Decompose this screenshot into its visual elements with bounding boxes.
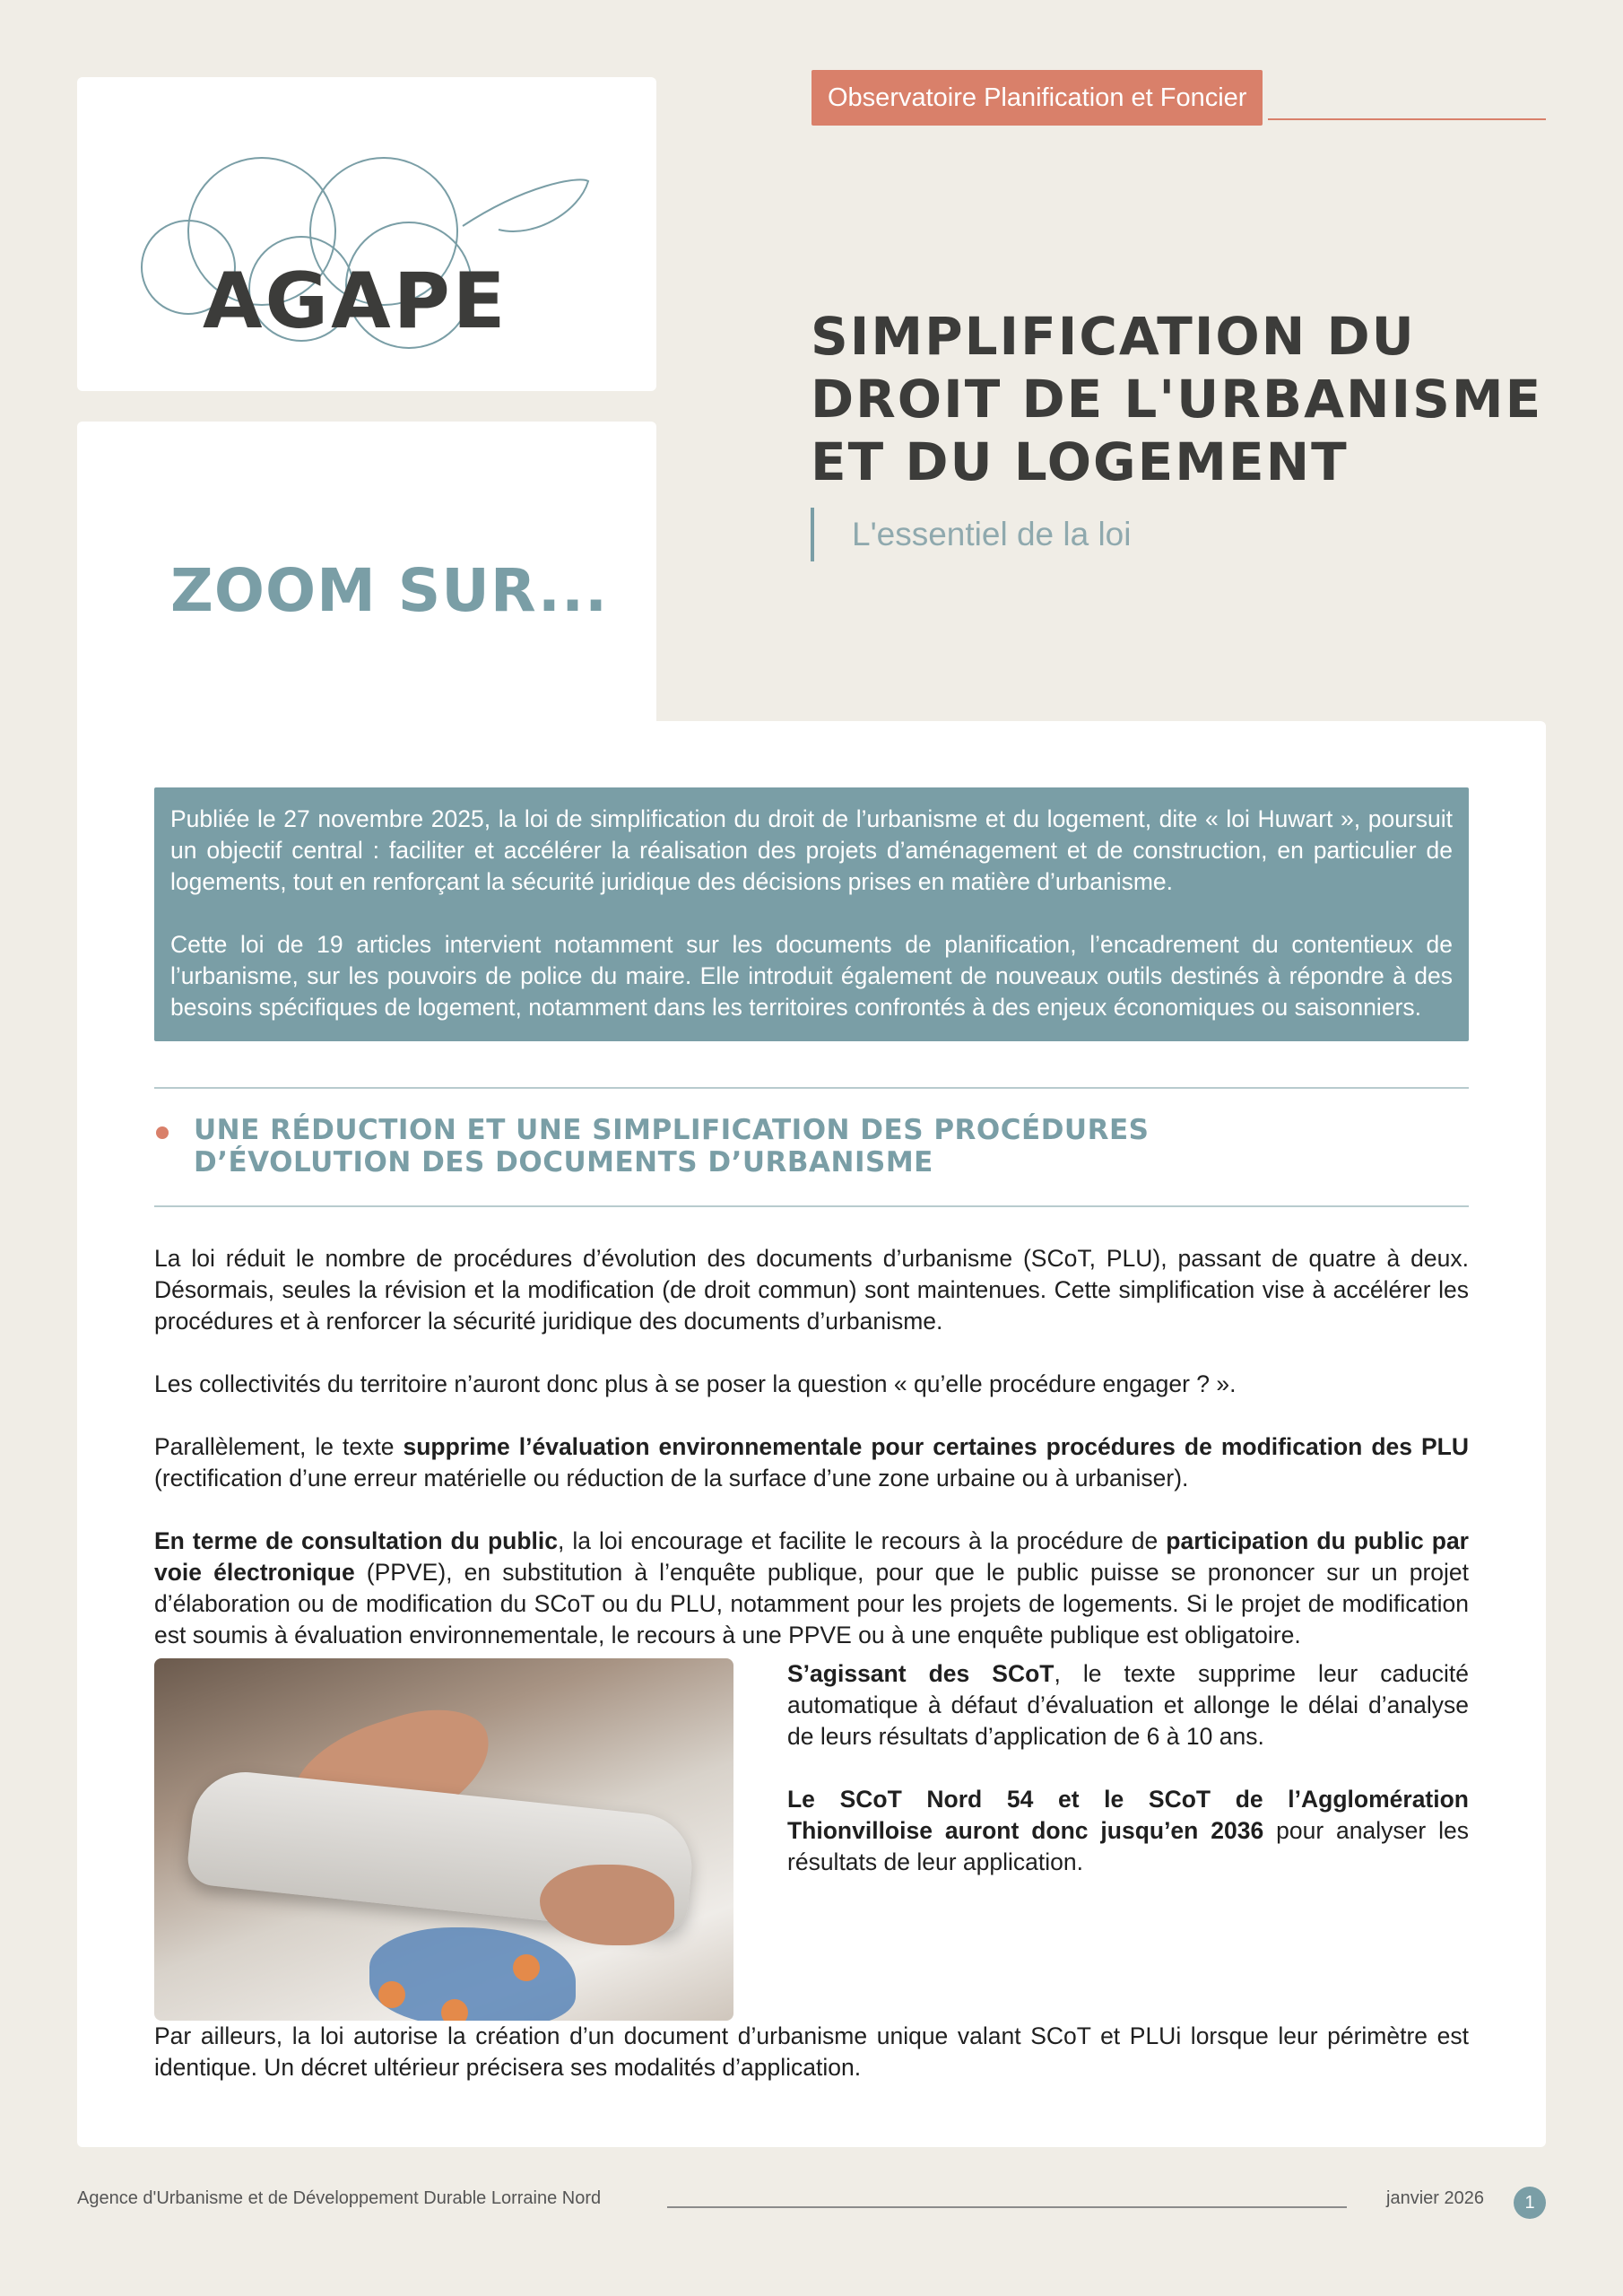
agency-logo: AGAPE <box>203 257 508 346</box>
footer-divider <box>667 2206 1347 2208</box>
photo-map-dot <box>513 1954 540 1981</box>
intro-paragraph: Cette loi de 19 articles intervient notamment sur les documents de planification, l’encadrement du contentieux de l’urbanisme, sur les pouvoirs de police du maire. Elle introduit également de nouveaux outils destinés à répondre à des besoins spécifiques de logement, notamment dans les territoires confrontés à des enjeux économiques ou saisonniers. <box>170 931 1453 1021</box>
section-divider-bottom <box>154 1205 1469 1207</box>
photo-map-dot <box>441 1999 468 2021</box>
photo-map-dot <box>378 1981 405 2008</box>
body-paragraph: La loi réduit le nombre de procédures d’évolution des documents d’urbanisme (SCoT, PLU), passant de quatre à deux. Désormais, seules la révision et la modification (de droit commun) sont maintenues. Cette simplification vise à accélérer les procédures et à renforcer la sécurité juridique des documents d’urbanisme. <box>154 1245 1469 1335</box>
photo-hand <box>540 1865 674 1945</box>
page-title: SIMPLIFICATION DU DROIT DE L'URBANISME ET DU LOGEMENT <box>811 306 1543 492</box>
page-number-badge: 1 <box>1514 2187 1546 2219</box>
intro-box <box>154 787 1469 1041</box>
photo-map <box>369 1927 576 2021</box>
tablet-photo <box>154 1658 733 2021</box>
body-paragraph: Les collectivités du territoire n’auront donc plus à se poser la question « qu’elle procédure engager ? ». <box>154 1370 1237 1397</box>
section-body <box>154 1243 1469 2115</box>
content-card <box>77 721 1546 2147</box>
zoom-label: ZOOM SUR... <box>170 556 609 625</box>
body-paragraph: En terme de consultation du public, la loi encourage et facilite le recours à la procédure de participation du public par voie électronique (PPVE), en substitution à l’enquête publique, pour que le public puisse se prononcer sur un projet d’élaboration ou de modification du SCoT ou du PLU, notamment pour les projets de logements. Si le projet de modification est soumis à évaluation environnementale, le recours à une PPVE ou à une enquête publique est obligatoire. <box>154 1527 1470 1648</box>
intro-paragraph: Publiée le 27 novembre 2025, la loi de simplification du droit de l’urbanisme et du logement, dite « loi Huwart », poursuit un objectif central : faciliter et accélérer la réalisation des projets d’aménagement et de construction, en particulier de logements, tout en renforçant la sécurité juridique des décisions prises en matière d’urbanisme. <box>170 805 1453 895</box>
logo-card <box>77 77 656 391</box>
zoom-card <box>77 422 656 744</box>
footer-date: janvier 2026 <box>1386 2188 1484 2208</box>
section-bullet-icon <box>156 1126 169 1139</box>
body-paragraph: Parallèlement, le texte supprime l’évaluation environnementale pour certaines procédures de modification des PLU (rectification d’une erreur matérielle ou réduction de la surface d’une zone urbaine ou à urbaniser). <box>154 1433 1469 1492</box>
footer-agency: Agence d'Urbanisme et de Développement Durable Lorraine Nord <box>77 2188 602 2208</box>
section-heading: UNE RÉDUCTION ET UNE SIMPLIFICATION DES PROCÉDURES D’ÉVOLUTION DES DOCUMENTS D’URBANISME <box>194 1114 1150 1178</box>
body-paragraph: Le SCoT Nord 54 et le SCoT de l’Agglomération Thionvilloise auront donc jusqu’en 2036 pour analyser les résultats de leur application. <box>787 1786 1469 1875</box>
body-paragraph: S’agissant des SCoT, le texte supprime leur caducité automatique à défaut d’évaluation et allonge le délai d’analyse de leurs résultats d’application de 6 à 10 ans. <box>787 1660 1469 1750</box>
badge-divider <box>1268 118 1546 120</box>
body-paragraph: Par ailleurs, la loi autorise la création d’un document d’urbanisme unique valant SCoT et PLUi lorsque leur périmètre est identique. Un décret ultérieur précisera ses modalités d’application. <box>154 2022 1469 2081</box>
observatory-badge: Observatoire Planification et Foncier <box>812 70 1263 126</box>
section-divider-top <box>154 1087 1469 1089</box>
page-subtitle: L'essentiel de la loi <box>811 508 1131 561</box>
